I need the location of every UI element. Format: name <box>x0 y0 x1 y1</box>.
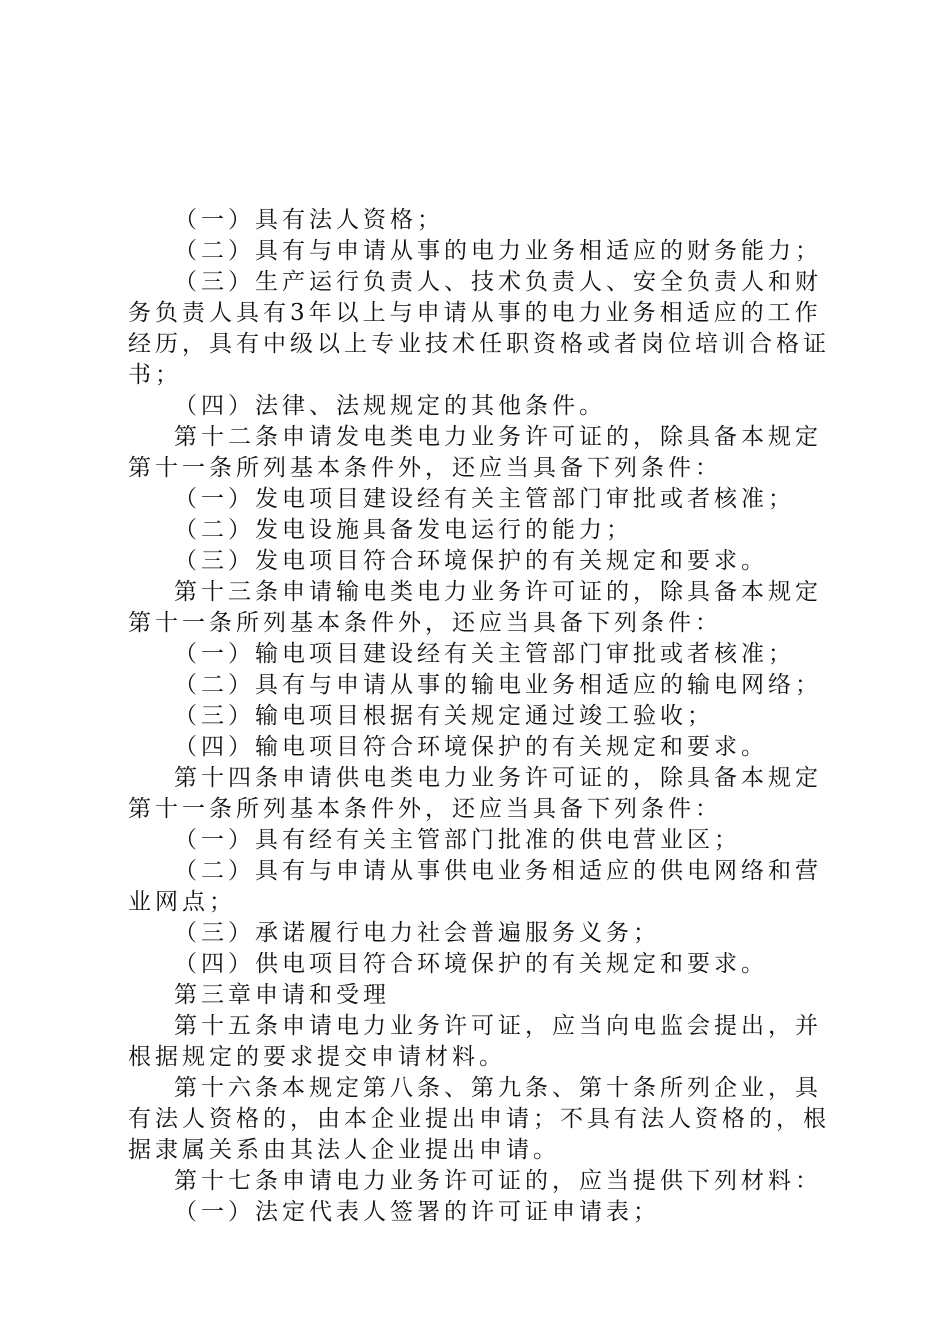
paragraph: （三）生产运行负责人、技术负责人、安全负责人和财务负责人具有3年以上与申请从事的电力业务相适应的工作经历，具有中级以上专业技术任职资格或者岗位培训合格证书； <box>128 269 830 388</box>
paragraph: （一）发电项目建设经有关主管部门审批或者核准； <box>174 486 795 512</box>
article-paragraph: 第十六条本规定第八条、第九条、第十条所列企业，具有法人资格的，由本企业提出申请；不具有法人资格的，根据隶属关系由其法人企业提出申请。 <box>128 1075 830 1163</box>
paragraph: （三）输电项目根据有关规定通过竣工验收； <box>174 703 714 729</box>
paragraph: （四）输电项目符合环境保护的有关规定和要求。 <box>174 734 768 760</box>
paragraph: （三）发电项目符合环境保护的有关规定和要求。 <box>174 548 768 574</box>
chapter-heading: 第三章申请和受理 <box>174 982 390 1008</box>
article-paragraph: 第十三条申请输电类电力业务许可证的，除具备本规定第十一条所列基本条件外，还应当具备下列条件： <box>128 579 822 636</box>
paragraph: （二）具有与申请从事的输电业务相适应的输电网络； <box>174 672 822 698</box>
paragraph: （四）供电项目符合环境保护的有关规定和要求。 <box>174 951 768 977</box>
paragraph: （三）承诺履行电力社会普遍服务义务； <box>174 920 660 946</box>
paragraph: （一）具有法人资格； <box>174 207 444 233</box>
paragraph: （二）具有与申请从事供电业务相适应的供电网络和营业网点； <box>128 858 822 915</box>
document-body <box>128 205 840 1228</box>
article-paragraph: 第十四条申请供电类电力业务许可证的，除具备本规定第十一条所列基本条件外，还应当具备下列条件： <box>128 765 822 822</box>
paragraph: （一）输电项目建设经有关主管部门审批或者核准； <box>174 641 795 667</box>
article-paragraph: 第十七条申请电力业务许可证的，应当提供下列材料： <box>174 1168 822 1194</box>
paragraph: （一）具有经有关主管部门批准的供电营业区； <box>174 827 741 853</box>
article-paragraph: 第十五条申请电力业务许可证，应当向电监会提出，并根据规定的要求提交申请材料。 <box>128 1013 822 1070</box>
paragraph: （四）法律、法规规定的其他条件。 <box>174 393 606 419</box>
paragraph: （二）发电设施具备发电运行的能力； <box>174 517 633 543</box>
paragraph: （一）法定代表人签署的许可证申请表； <box>174 1199 660 1225</box>
article-paragraph: 第十二条申请发电类电力业务许可证的，除具备本规定第十一条所列基本条件外，还应当具备下列条件： <box>128 424 822 481</box>
paragraph: （二）具有与申请从事的电力业务相适应的财务能力； <box>174 238 822 264</box>
